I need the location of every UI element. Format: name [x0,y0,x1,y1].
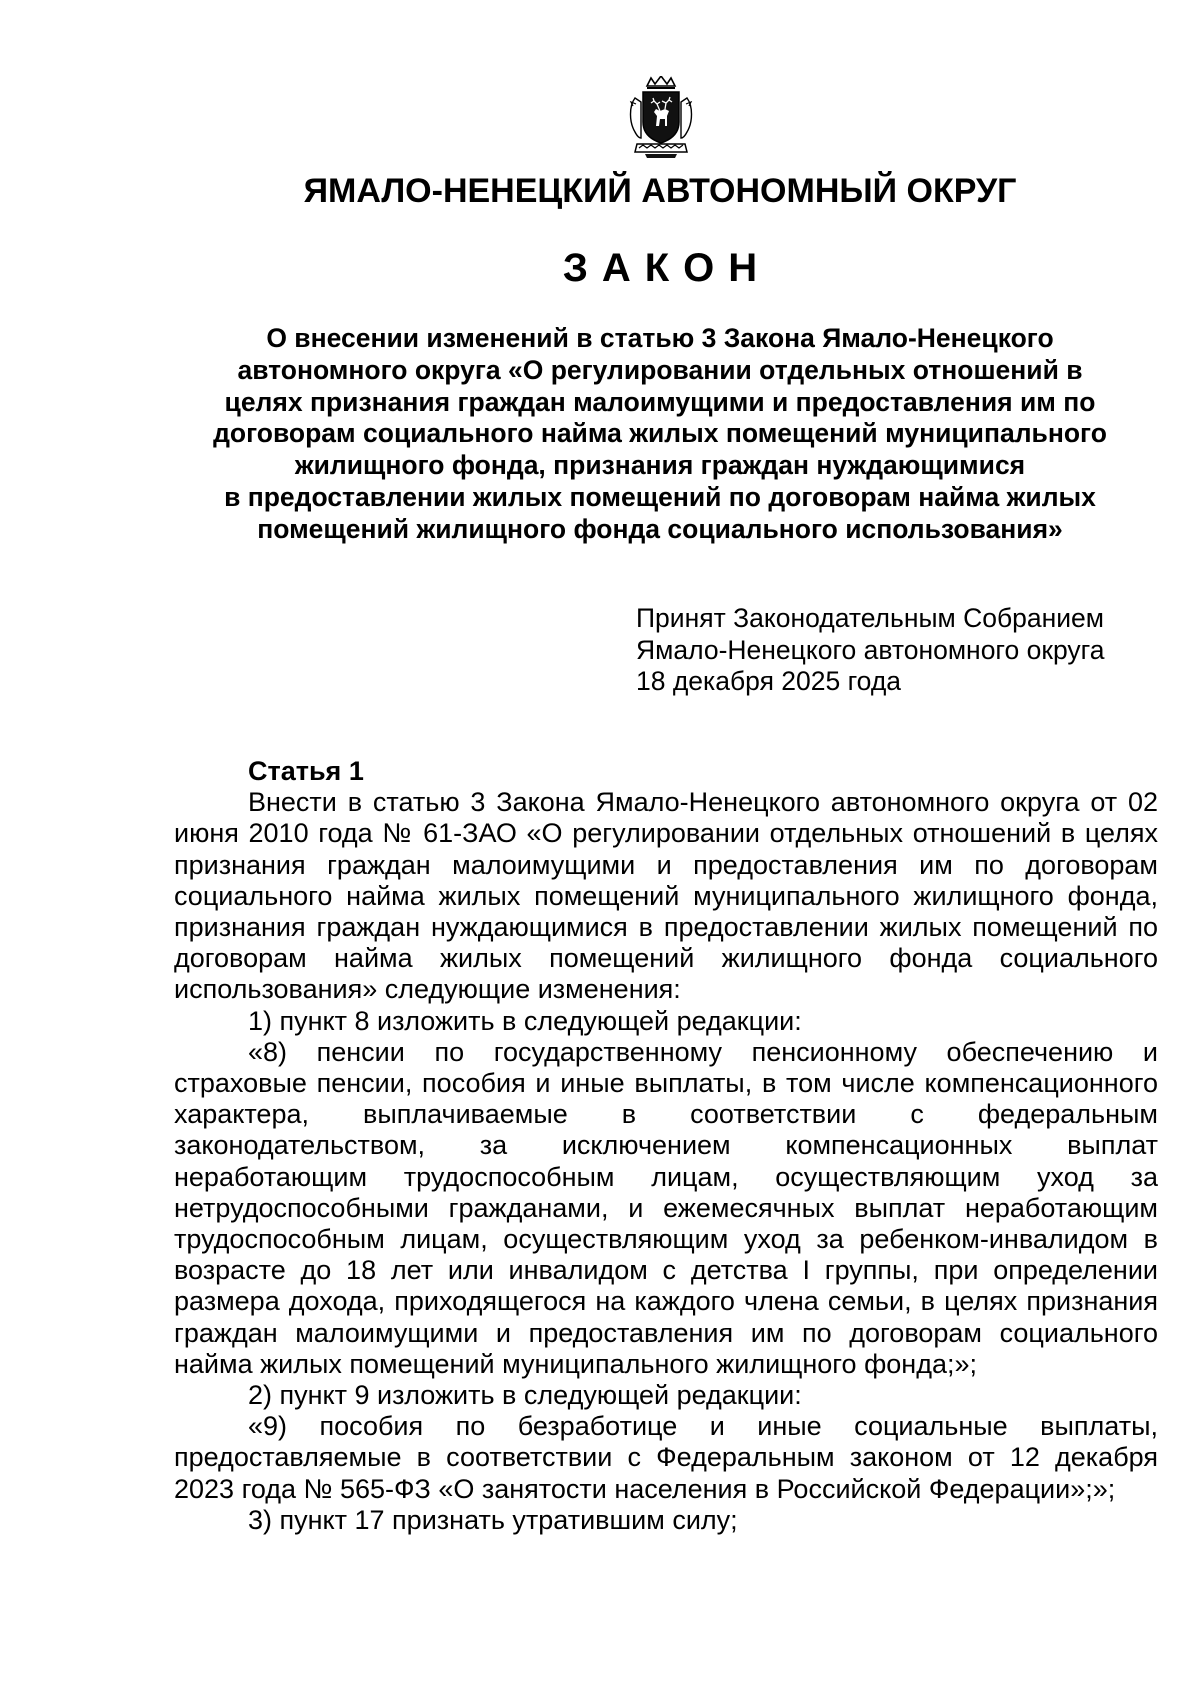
article-paragraph: 3) пункт 17 признать утратившим силу; [248,1504,738,1535]
article-paragraph: 2) пункт 9 изложить в следующей редакции: [248,1380,802,1411]
law-title-line: жилищного фонда, признания граждан нуждающимися [294,450,1026,481]
law-title-line: О внесении изменений в статью 3 Закона Ямало-Ненецкого [266,323,1054,353]
law-title-line: договорам социального найма жилых помещений муниципального [213,418,1107,449]
adoption-line: Принят Законодательным Собранием [636,603,1105,633]
article-paragraph: Внести в статью 3 Закона Ямало-Ненецкого автономного округа от 02 июня 2010 года № 61-ЗАО «О регулировании отдельных отношений в целях признания граждан малоимущими и предоставления им по договорам социального найма жилых помещений муниципального жилищного фонда, признания граждан нуждающимися в предоставлении жилых помещений по договорам найма жилых помещений жилищного фонда социального использования» следующие изменения: [174,787,1158,1005]
coat-of-arms-emblem [625,76,697,160]
article-paragraph: «9) пособия по безработице и иные социальные выплаты, предоставляемые в соответствии с Федеральным законом от 12 декабря 2023 года № 565-ФЗ «О занятости населения в Российской Федерации»;»; [174,1411,1158,1504]
article-paragraph: «8) пенсии по государственному пенсионному обеспечению и страховые пенсии, пособия и иные выплаты, в том числе компенсационного характера, выплачиваемые в соответствии с федеральным законодательством, за исключением компенсационных выплат неработающим трудоспособным лицам, осуществляющим уход за нетрудоспособными гражданами, и ежемесячных выплат неработающим трудоспособным лицам, осуществляющим уход за ребенком-инвалидом в возрасте до 18 лет или инвалидом с детства I группы, при определении размера дохода, приходящегося на каждого члена семьи, в целях признания граждан малоимущими и предоставления им по договорам социального найма жилых помещений муниципального жилищного фонда;»; [174,1036,1158,1379]
law-title [150,323,1170,546]
article-heading: Статья 1 [248,756,364,786]
region-title: ЯМАЛО-НЕНЕЦКИЙ АВТОНОМНЫЙ ОКРУГ [303,172,1017,210]
adoption-line: Ямало-Ненецкого автономного округа [636,634,1105,665]
law-title-line: помещений жилищного фонда социального использования» [257,513,1063,544]
adoption-date: 18 декабря 2025 года [636,666,902,696]
article-paragraph: 1) пункт 8 изложить в следующей редакции: [248,1005,802,1036]
law-title-line: целях признания граждан малоимущими и предоставления им по [224,386,1096,417]
document-type-heading: ЗАКОН [562,246,772,290]
law-title-line: в предоставлении жилых помещений по договорам найма жилых [224,481,1096,512]
law-title-line: автономного округа «О регулировании отдельных отношений в [237,354,1083,385]
article-body [174,756,1158,1536]
adoption-info [636,603,1156,698]
